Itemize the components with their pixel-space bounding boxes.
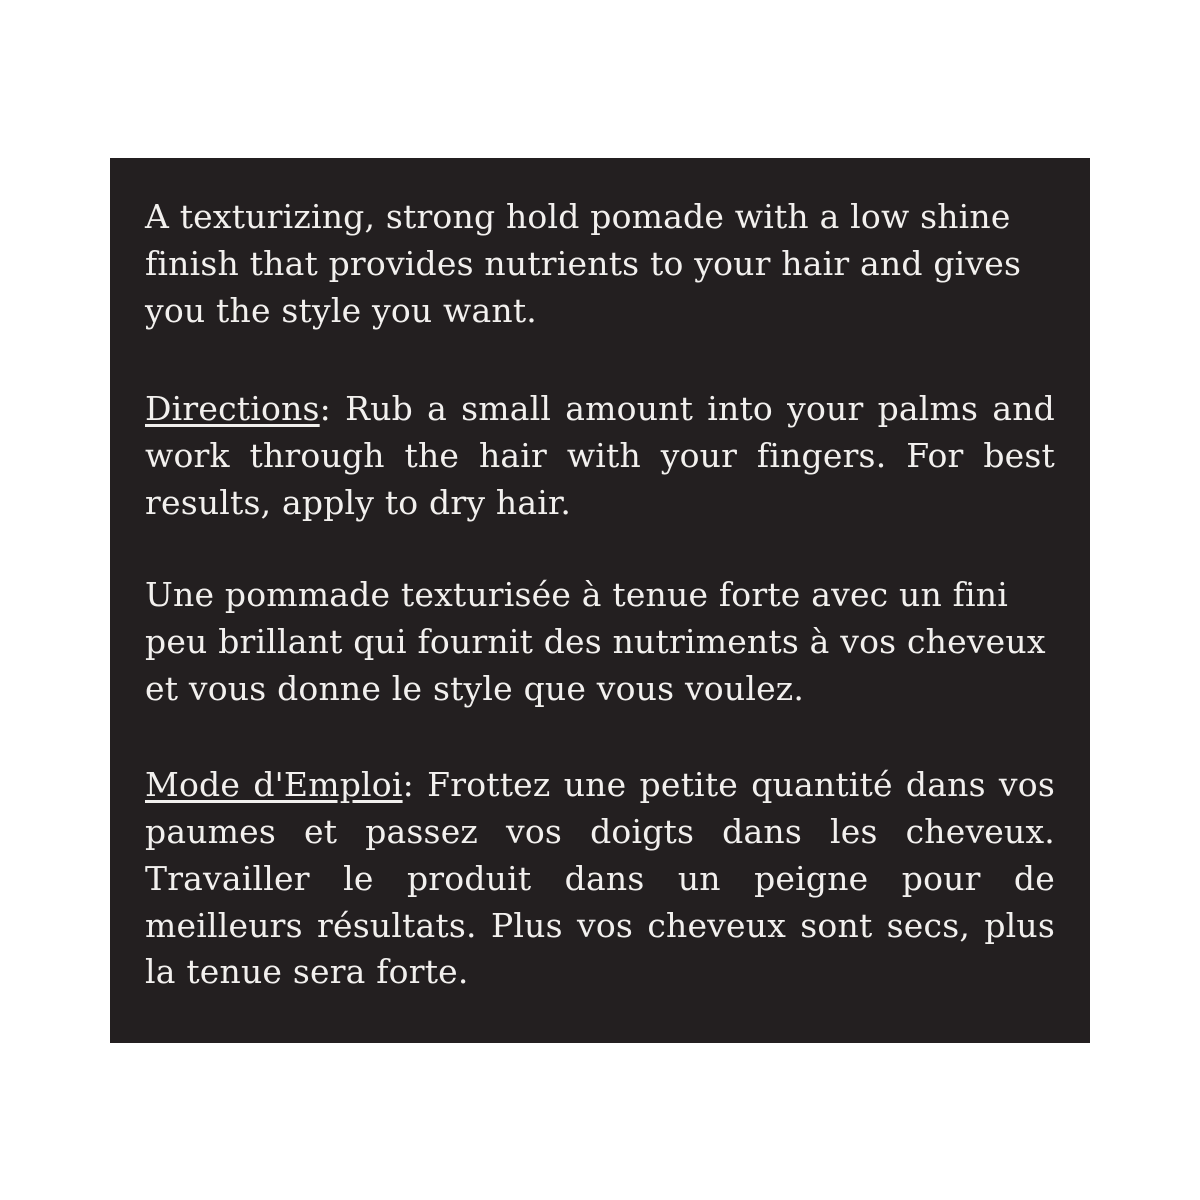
directions-english-body: Rub a small amount into your palms and work through the hair with your fingers. For best results, apply to dry hair. [145,389,1055,522]
intro-english-text: A texturizing, strong hold pomade with a low shine finish that provides nutrients to your hair and gives you the style you want. [145,197,1022,330]
intro-french-text: Une pommade texturisée à tenue forte avec un fini peu brillant qui fournit des nutriments à vos cheveux et vous donne le style que vous voulez. [145,575,1046,708]
directions-english-paragraph [145,386,1055,527]
directions-french-paragraph [145,762,1055,996]
directions-paragraph-english [145,386,1055,527]
directions-english-heading: Directions [145,389,320,428]
directions-french-heading: Mode d'Emploi [145,765,403,804]
directions-french-separator: : [402,765,414,804]
directions-paragraph-french [145,762,1055,996]
directions-english-separator: : [319,389,331,428]
label-panel [110,158,1090,1043]
intro-paragraph-french [145,572,1055,713]
intro-paragraph-english [145,194,1055,335]
directions-french-body: Frottez une petite quantité dans vos paumes et passez vos doigts dans les cheveux. Travailler le produit dans un peigne pour de meilleurs résultats. Plus vos cheveux sont secs, plus la tenue sera forte. [145,765,1055,992]
